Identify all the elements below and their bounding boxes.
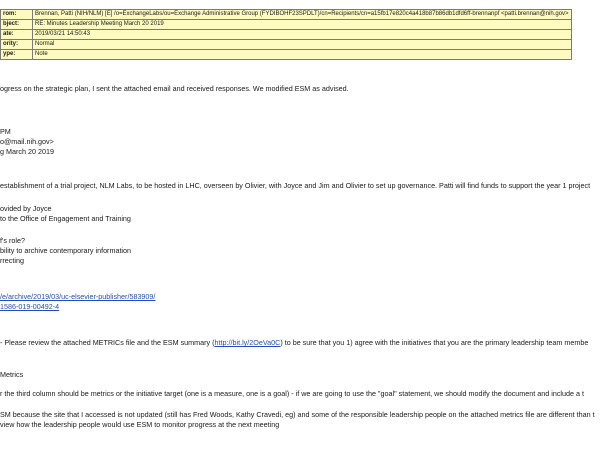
role-question-line: f's role? [0,236,25,245]
message-header-table [0,9,572,60]
header-row-subject [1,20,572,30]
header-label-from: rom: [1,10,33,20]
office-line: to the Office of Engagement and Training [0,214,131,223]
archive-article-link[interactable]: /e/archive/2019/03/uc-elsevier-publisher/583909/ [0,292,156,301]
esm-summary-link[interactable]: http://bit.ly/2OeVa0C [214,338,281,347]
header-row-from [1,10,572,20]
header-label-subject: bject: [1,20,33,30]
archive-line: bility to archive contemporary information [0,246,132,255]
doi-link[interactable]: 1586-019-00492-4 [0,302,60,311]
provided-by-line: ovided by Joyce [0,204,52,213]
header-value-from: Brennan, Patti (NIH/NLM) [E] /o=ExchangeLabs/ou=Exchange Administrative Group (FYDIBOHF23SPDLT)/cn=Recipients/cn=a15fb17e820c4a418b87b86db1dfd6ff-brennanpf <patti.brennan@nih.gov> [33,10,572,20]
metrics-heading: Metrics [0,370,24,379]
header-label-date: ate: [1,30,33,40]
header-row-priority [1,40,572,50]
header-value-subject: RE: Minutes Leadership Meeting March 20 2019 [33,20,572,30]
header-value-date: 2019/03/21 14:50:43 [33,30,572,40]
header-row-date [1,30,572,40]
header-label-type: ype: [1,50,33,60]
review-leadership-line: view how the leadership people would use ESM to monitor progress at the next meeting [0,420,280,429]
correcting-line: rrecting [0,256,24,265]
trial-project-paragraph: establishment of a trial project, NLM Labs, to be hosted in LHC, overseen by Olivier, with Joyce and Jim and Olivier to set up governance. Patti will find funds to support the year 1 project [0,181,591,190]
header-label-priority: ority: [1,40,33,50]
quoted-sent-time: PM [0,127,11,136]
header-value-type: Note [33,50,572,60]
quoted-subject: g March 20 2019 [0,147,54,156]
intro-text: ogress on the strategic plan, I sent the attached email and received responses. We modified ESM as advised. [0,84,349,93]
review-text-before: - Please review the attached METRICs file and the ESM summary ( [0,338,215,347]
header-value-priority: Normal [33,40,572,50]
review-metrics-line [0,338,588,347]
esm-not-updated-line: SM because the site that I accessed is not updated (still has Fred Woods, Kathy Cravedi, eg) and some of the responsible leadership people on the attached metrics file are different than t [0,410,595,419]
third-column-line: r the third column should be metrics or the initiative target (one is a measure, one is a goal) - if we are going to use the "goal" statement, we should modify the document and include a t [0,389,585,398]
quoted-from-address: o@mail.nih.gov> [0,137,54,146]
header-row-type [1,50,572,60]
review-text-after: ) to be sure that you 1) agree with the initiatives that you are the primary leadership team membe [280,338,589,347]
